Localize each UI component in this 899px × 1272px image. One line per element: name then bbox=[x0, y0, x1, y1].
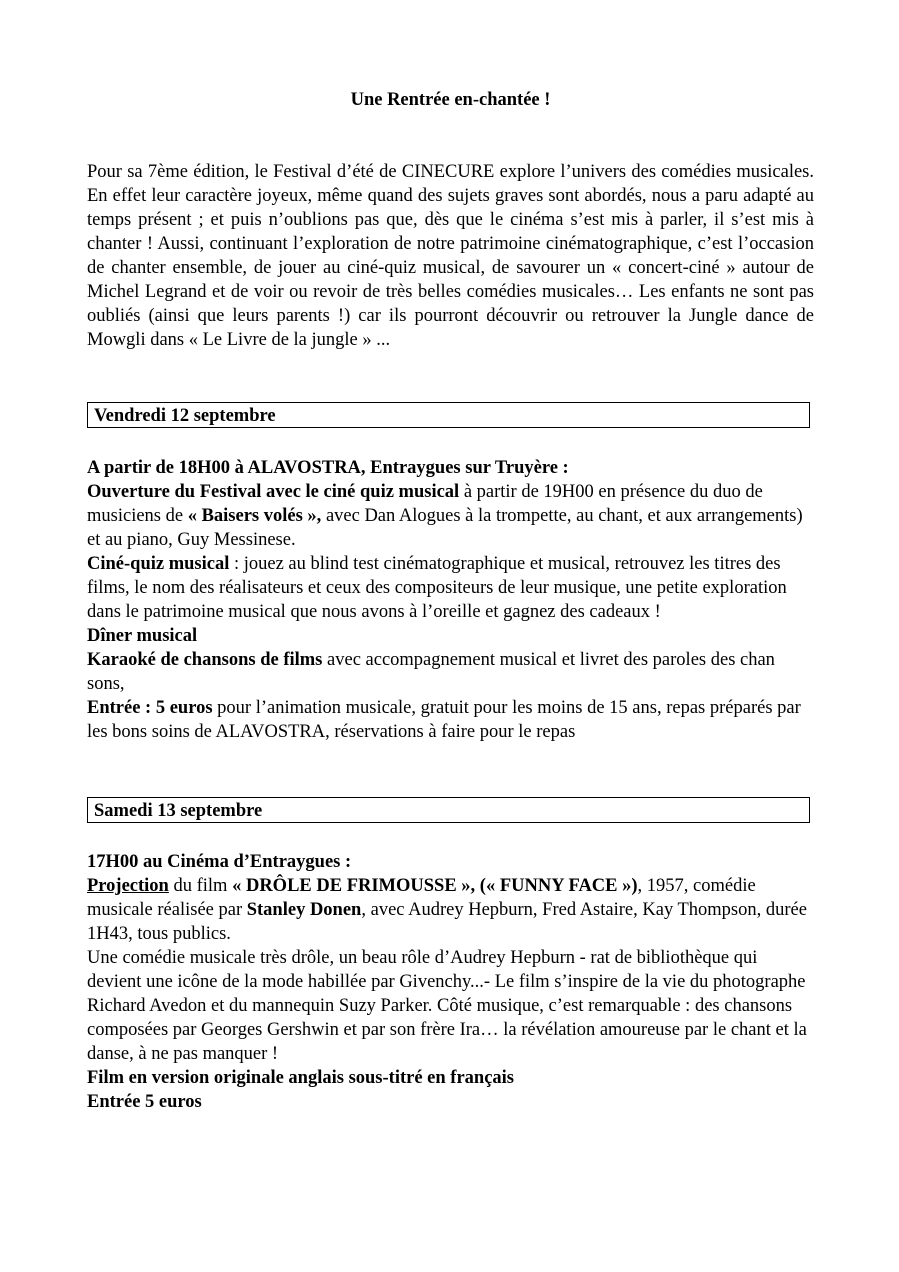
band-name: « Baisers volés », bbox=[187, 506, 322, 526]
saturday-projection bbox=[87, 874, 814, 946]
projection-text-2: , 1957, comédie musicale réalisée par bbox=[87, 876, 756, 920]
karaoke-text: avec accompagnement musical et livret des paroles des chan sons, bbox=[87, 650, 775, 694]
saturday-program bbox=[87, 850, 814, 1114]
projection-text-1: du film bbox=[168, 876, 233, 896]
film-version: Film en version originale anglais sous-titré en français bbox=[87, 1068, 515, 1088]
day-heading-saturday: Samedi 13 septembre bbox=[87, 797, 810, 823]
film-title: « DRÔLE DE FRIMOUSSE », (« FUNNY FACE ») bbox=[232, 876, 638, 896]
opening-bold: Ouverture du Festival avec le ciné quiz musical bbox=[87, 482, 460, 502]
quiz-bold: Ciné-quiz musical bbox=[87, 554, 230, 574]
projection-label: Projection bbox=[87, 876, 169, 896]
saturday-venue: 17H00 au Cinéma d’Entraygues : bbox=[87, 852, 352, 872]
saturday-entry: Entrée 5 euros bbox=[87, 1092, 202, 1112]
day-heading-friday: Vendredi 12 septembre bbox=[87, 402, 810, 428]
document-title: Une Rentrée en-chantée ! bbox=[350, 90, 551, 110]
projection-text-3: , avec Audrey Hepburn, Fred Astaire, Kay Thompson, durée 1H43, tous publics. bbox=[87, 900, 807, 944]
quiz-text: : jouez au blind test cinématographique et musical, retrouvez les titres des films, le nom des réalisateurs et ceux des compositeurs de leur musique, une petite exploration dans le patrimoine musical que nous avons à l’oreille et gagnez des cadeaux ! bbox=[87, 554, 787, 622]
friday-entry bbox=[87, 696, 814, 744]
director-name: Stanley Donen bbox=[246, 900, 362, 920]
friday-opening bbox=[87, 480, 814, 552]
karaoke-bold: Karaoké de chansons de films bbox=[87, 650, 323, 670]
friday-program bbox=[87, 456, 814, 744]
friday-karaoke bbox=[87, 648, 814, 696]
friday-dinner: Dîner musical bbox=[87, 626, 198, 646]
film-description: Une comédie musicale très drôle, un beau rôle d’Audrey Hepburn - rat de bibliothèque qui devient une icône de la mode habillée par Givenchy...- Le film s’inspire de la vie du photographe Richard Avedon et du mannequin Suzy Parker. Côté musique, c’est remarquable : des chansons composées par Georges Gershwin et par son frère Ira… la révélation amoureuse par le chant et la danse, à ne pas manquer ! bbox=[87, 948, 807, 1064]
entry-bold: Entrée : 5 euros bbox=[87, 698, 213, 718]
friday-quiz bbox=[87, 552, 814, 624]
intro-paragraph: Pour sa 7ème édition, le Festival d’été de CINECURE explore l’univers des comédies musicales. En effet leur caractère joyeux, même quand des sujets graves sont abordés, nous a paru adapté au temps présent ; et puis n’oublions pas que, dès que le cinéma s’est mis à parler, il s’est mis à chanter ! Aussi, continuant l’exploration de notre patrimoine cinématographique, c’est l’occasion de chanter ensemble, de jouer au ciné-quiz musical, de savourer un « concert-ciné » autour de Michel Legrand et de voir ou revoir de très belles comédies musicales… Les enfants ne sont pas oubliés (ainsi que leurs parents !) car ils pourront découvrir ou retrouver la Jungle dance de Mowgli dans « Le Livre de la jungle » ... bbox=[87, 162, 814, 350]
entry-text: pour l’animation musicale, gratuit pour les moins de 15 ans, repas préparés par les bons soins de ALAVOSTRA, réservations à faire pour le repas bbox=[87, 698, 801, 742]
opening-text-1: à partir de 19H00 en présence du duo de musiciens de bbox=[87, 482, 763, 526]
opening-text-2: avec Dan Alogues à la trompette, au chant, et aux arrangements) et au piano, Guy Messinese. bbox=[87, 506, 803, 550]
friday-venue: A partir de 18H00 à ALAVOSTRA, Entraygues sur Truyère : bbox=[87, 458, 569, 478]
